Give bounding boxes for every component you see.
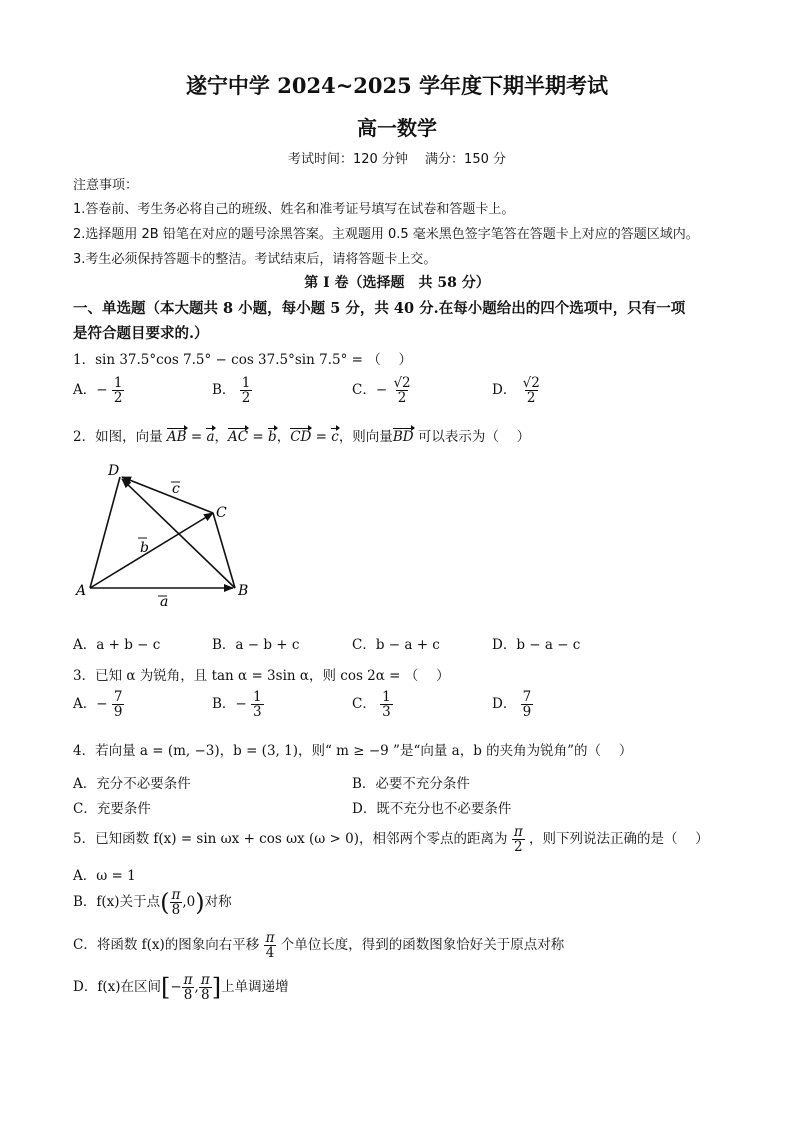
q5-option-d: D．f(x)在区间[− $\frac{\pi}{8}$ , $\frac{\pi}{8}$ ]上单调递增	[73, 972, 289, 1004]
option-label: C．	[352, 696, 376, 713]
q2-option-d: D．b − a − c	[492, 637, 581, 653]
q2-option-a: A．a + b − c	[73, 637, 161, 653]
q1-option-a: A．− $\frac{1}{2}$	[73, 375, 123, 407]
fraction: $\frac{√2}{2}$	[393, 375, 411, 407]
q3-option-b: B．− $\frac{1}{3}$	[212, 689, 262, 721]
q3-option-c	[352, 690, 393, 719]
q5-stem	[73, 825, 709, 854]
q4-option-b: B．必要不充分条件	[352, 776, 470, 792]
q1-option-b	[212, 376, 252, 405]
fraction: $\frac{7}{9}$	[113, 689, 123, 721]
section1-line1: 一、单选题（本大题共 8 小题，每小题 5 分，共 40 分.在每小题给出的四个选项中，只有一项	[73, 300, 686, 317]
vector-label-b: b	[140, 540, 149, 556]
point-label-b: B	[238, 583, 249, 599]
point-label-c: C	[216, 505, 227, 521]
edge-AD	[90, 477, 120, 588]
option-label: B．	[212, 382, 236, 399]
fraction: $\frac{\pi}{8}$	[200, 972, 210, 1004]
q1-option-d	[492, 376, 542, 405]
vector-figure	[70, 455, 270, 610]
q5-option-c-prefix: C．将函数 f(x)的图象向右平移	[73, 937, 260, 954]
q3-stem: 3．已知 α 为锐角，且 tan α = 3sin α，则 cos 2α = （ ）	[73, 668, 450, 684]
fraction: $\frac{1}{2}$	[241, 375, 251, 407]
option-label: A．	[73, 382, 97, 399]
fraction: $\frac{\pi}{4}$	[265, 930, 275, 962]
fraction: $\frac{7}{9}$	[522, 689, 532, 721]
q5-stem-prefix: 5．已知函数 f(x) = sin ωx + cos ωx (ω > 0)，相邻两个零点的距离为	[73, 831, 508, 848]
vector-c-arrow	[122, 477, 213, 513]
q5-option-d-suffix: 上单调递增	[221, 979, 289, 996]
notes-heading: 注意事项：	[73, 178, 139, 193]
vector-label-c: c	[172, 481, 180, 497]
fraction: $\frac{1}{2}$	[113, 375, 123, 407]
q1-stem: 1．sin 37.5°cos 7.5° − cos 37.5°sin 7.5° = （ ）	[73, 352, 413, 368]
fraction: $\frac{\pi}{8}$	[171, 887, 181, 919]
q5-option-b: B．f(x)关于点( $\frac{\pi}{8}$ ,0)对称	[73, 887, 232, 919]
option-label: A．	[73, 696, 97, 713]
exam-title: 遂宁中学 2024~2025 学年度下期半期考试	[185, 73, 609, 98]
option-label: B．	[212, 696, 236, 713]
q1-option-c: C．− $\frac{√2}{2}$	[352, 375, 411, 407]
q2-option-c: C．b − a + c	[352, 637, 440, 653]
q2-option-b: B．a − b + c	[212, 637, 300, 653]
q4-option-d: D．既不充分也不必要条件	[352, 801, 512, 817]
q3-option-d	[492, 690, 533, 719]
point-label-d: D	[108, 463, 120, 479]
option-label: C．	[352, 382, 376, 399]
exam-info: 考试时间：120 分钟 满分：150 分	[287, 152, 507, 167]
q5-option-c	[73, 931, 564, 960]
q2-stem-prefix: 2．如图，向量	[73, 429, 163, 445]
q2-stem-suffix: 可以表示为（ ）	[417, 429, 531, 445]
q4-option-c: C．充要条件	[73, 801, 151, 817]
q5-option-a: A．ω = 1	[73, 868, 136, 884]
fraction: $\frac{√2}{2}$	[522, 375, 540, 407]
fraction: $\frac{\pi}{8}$	[183, 972, 193, 1004]
note-item-2: 2.选择题用 2B 铅笔在对应的题号涂黑答案。主观题用 0.5 毫米黑色签字笔答在答题卡上对应的答题区域内。	[73, 227, 699, 242]
q5-option-b-prefix: B．f(x)关于点	[73, 894, 161, 911]
subject-title: 高一数学	[357, 116, 437, 140]
q5-option-d-prefix: D．f(x)在区间	[73, 979, 161, 996]
q5-stem-suffix: ，则下列说法正确的是（ ）	[528, 831, 709, 848]
vector-label-a: a	[160, 594, 169, 610]
q5-option-c-suffix: 个单位长度，得到的函数图象恰好关于原点对称	[280, 937, 565, 954]
q4-stem: 4．若向量 a = (m, −3)，b = (3, 1)，则“ m ≥ −9 ”是“向量 a，b 的夹角为锐角”的（ ）	[73, 743, 633, 759]
q3-option-a: A．− $\frac{7}{9}$	[73, 689, 123, 721]
q5-option-b-suffix: 对称	[204, 894, 232, 911]
option-label: D．	[492, 696, 517, 713]
fraction: $\frac{1}{3}$	[382, 689, 391, 721]
note-item-1: 1.答卷前、考生务必将自己的班级、姓名和准考证号填写在试卷和答题卡上。	[73, 202, 515, 217]
q2-stem: 2．如图，向量 AB = a，AC = b，CD = c，则向量BD 可以表示为（ ）	[73, 429, 531, 445]
note-item-3: 3.考生必须保持答题卡的整洁。考试结束后，请将答题卡上交。	[73, 252, 437, 267]
point-label-a: A	[76, 583, 87, 599]
section1-line2: 是符合题目要求的.）	[73, 325, 209, 342]
q4-option-a: A．充分不必要条件	[73, 776, 191, 792]
option-label: D．	[492, 382, 517, 399]
fraction: $\frac{\pi}{2}$	[513, 824, 523, 856]
fraction: $\frac{1}{3}$	[253, 689, 262, 721]
part1-heading: 第 I 卷（选择题 共 58 分）	[304, 275, 490, 291]
vector-b-arrow	[90, 513, 213, 588]
